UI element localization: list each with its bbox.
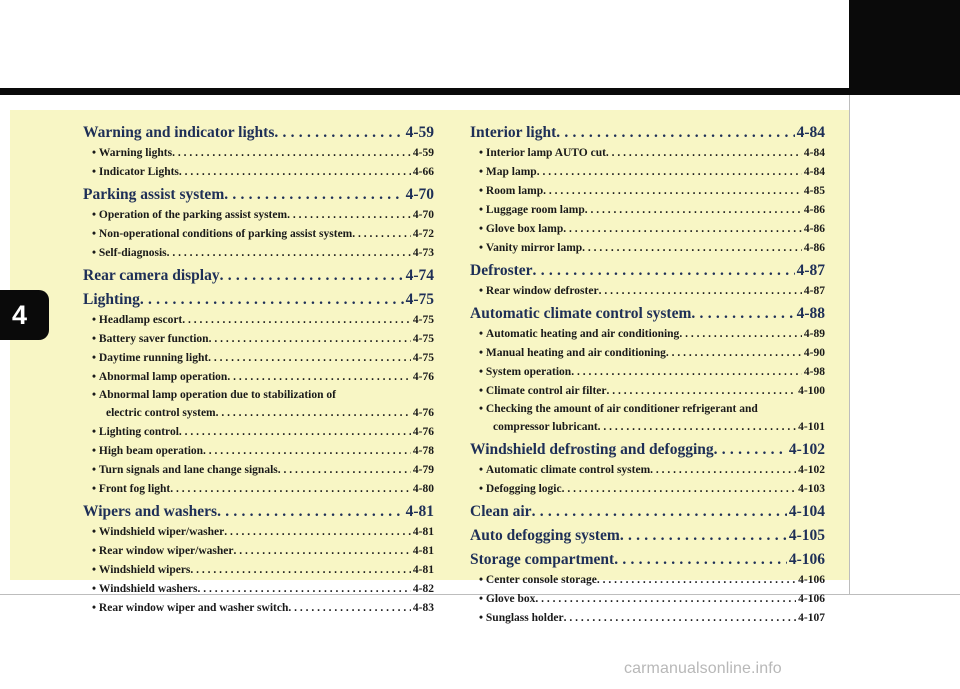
toc-entry-label: • Abnormal lamp operation [92,368,227,387]
toc-entry-label: • Lighting control [92,423,179,442]
toc-entry-page: 4-90 [803,347,825,359]
toc-left-column [83,120,434,618]
toc-entry[interactable] [470,609,825,628]
dot-leader [167,244,411,263]
toc-entry-page: 4-103 [798,483,825,495]
toc-entry-page: 4-85 [803,185,825,197]
toc-entry[interactable] [83,225,434,244]
toc-section-page: 4-70 [405,186,434,203]
toc-entry[interactable] [83,163,434,182]
toc-entry-page: 4-100 [798,385,825,397]
toc-section-heading[interactable] [83,184,434,206]
toc-entry-label: • Headlamp escort [92,311,182,330]
toc-entry-label: • Defogging logic [479,480,562,499]
toc-section-heading[interactable] [83,265,434,287]
toc-entry-label: • Vanity mirror lamp [479,239,582,258]
toc-entry-page: 4-106 [798,593,825,605]
toc-entry-label: • Abnormal lamp operation due to stabilization of [92,387,336,404]
toc-entry[interactable] [83,423,434,442]
dot-leader [179,163,411,182]
toc-entry[interactable] [470,325,825,344]
toc-section-heading[interactable] [470,303,825,325]
toc-entry-page: 4-87 [803,285,825,297]
toc-entry-page: 4-81 [412,564,434,576]
toc-entry-label: • Operation of the parking assist system [92,206,287,225]
toc-entry-label: compressor lubricant [493,421,598,433]
toc-entry[interactable] [470,144,825,163]
toc-section-heading[interactable] [470,122,825,144]
toc-entry-label: • Rear window wiper/washer [92,542,234,561]
dot-leader [288,599,411,618]
toc-section-heading[interactable] [470,260,825,282]
toc-section-page: 4-104 [788,503,825,520]
dot-leader [182,311,411,330]
toc-entry[interactable] [470,401,825,418]
dot-leader [597,571,796,590]
margin-divider [849,95,850,595]
toc-entry-page: 4-107 [798,612,825,624]
toc-entry-label: • Non-operational conditions of parking assist system [92,225,352,244]
toc-entry-label: • Sunglass holder [479,609,564,628]
toc-entry-page: 4-76 [412,371,434,383]
toc-section-heading[interactable] [470,501,825,523]
dot-leader [571,363,802,382]
toc-entry-page: 4-66 [412,166,434,178]
dot-leader [274,122,403,144]
toc-entry-label: • Checking the amount of air conditioner refrigerant and [479,401,758,418]
toc-section-title: Windshield defrosting and defogging [470,441,714,458]
toc-section-page: 4-106 [788,551,825,568]
toc-entry-label: • Front fog light [92,480,170,499]
toc-entry-page: 4-86 [803,223,825,235]
dot-leader [620,525,787,547]
toc-entry[interactable] [83,523,434,542]
dot-leader [140,289,404,311]
toc-right-column [470,120,825,628]
toc-entry[interactable] [83,206,434,225]
toc-section-heading[interactable] [83,122,434,144]
toc-entry-label: • Windshield washers [92,580,197,599]
toc-entry-page: 4-76 [412,426,434,438]
toc-entry-page: 4-106 [798,574,825,586]
toc-section-title: Wipers and washers [83,503,218,520]
toc-entry-page: 4-98 [803,366,825,378]
dot-leader [614,549,787,571]
toc-entry[interactable] [83,561,434,580]
toc-section-heading[interactable] [470,525,825,547]
dot-leader [679,325,802,344]
toc-entry-page: 4-82 [412,583,434,595]
toc-entry-label: • Climate control air filter [479,382,607,401]
toc-entry-label: • Glove box [479,590,535,609]
dot-leader [203,442,411,461]
dot-leader [179,423,411,442]
toc-entry[interactable] [83,442,434,461]
dot-leader [278,461,411,480]
toc-entry-label: • Turn signals and lane change signals [92,461,278,480]
dot-leader [209,330,411,349]
toc-entry-page: 4-81 [412,526,434,538]
toc-section-title: Interior light [470,124,557,141]
toc-entry-label: electric control system [106,407,216,419]
dot-leader [562,480,797,499]
dot-leader [227,368,411,387]
toc-section-title: Warning and indicator lights [83,124,275,141]
toc-entry[interactable] [83,542,434,561]
toc-section-title: Automatic climate control system [470,305,692,322]
dot-leader [563,220,802,239]
dot-leader [287,206,411,225]
toc-section-title: Clean air [470,503,532,520]
toc-entry-label: • Glove box lamp [479,220,563,239]
dot-leader [607,382,797,401]
toc-section-heading[interactable] [470,549,825,571]
toc-entry-page: 4-75 [412,333,434,345]
dot-leader [224,523,411,542]
toc-entry-page: 4-89 [803,328,825,340]
toc-entry-page: 4-70 [412,209,434,221]
chapter-number: 4 [11,300,28,330]
dot-leader [217,501,404,523]
toc-entry-label: • Indicator Lights [92,163,179,182]
toc-entry-page: 4-59 [412,147,434,159]
toc-entry[interactable] [83,330,434,349]
toc-section-title: Parking assist system [83,186,225,203]
toc-entry-page: 4-73 [412,247,434,259]
toc-entry-page: 4-83 [412,602,434,614]
toc-section-heading[interactable] [83,289,434,311]
toc-entry-page: 4-84 [803,166,825,178]
toc-entry[interactable] [470,461,825,480]
dot-leader [533,260,795,282]
chapter-tab[interactable] [0,290,49,340]
dot-leader [585,201,802,220]
toc-entry[interactable] [83,387,434,404]
toc-section-page: 4-75 [405,291,434,308]
toc-entry[interactable] [470,282,825,301]
toc-entry[interactable] [470,182,825,201]
toc-entry-label: • Rear window defroster [479,282,599,301]
toc-entry-page: 4-86 [803,204,825,216]
toc-entry[interactable] [83,311,434,330]
toc-entry-label: • Automatic climate control system [479,461,650,480]
chapter-corner-block [849,0,960,95]
toc-entry-label: • Rear window wiper and washer switch [92,599,288,618]
toc-entry[interactable] [470,201,825,220]
toc-entry-label: • System operation [479,363,571,382]
toc-entry[interactable] [470,344,825,363]
dot-leader [216,404,411,423]
toc-section-title: Defroster [470,262,533,279]
dot-leader [172,144,411,163]
toc-entry-page: 4-102 [798,464,825,476]
dot-leader [598,418,796,437]
dot-leader [224,184,403,206]
dot-leader [170,480,411,499]
toc-section-heading[interactable] [470,439,825,461]
toc-entry[interactable] [83,349,434,368]
toc-section-heading[interactable] [83,501,434,523]
dot-leader [208,349,411,368]
toc-entry-page: 4-76 [412,407,434,419]
dot-leader [599,282,802,301]
toc-entry[interactable] [470,382,825,401]
dot-leader [537,163,802,182]
toc-entry[interactable] [83,480,434,499]
toc-entry[interactable] [83,580,434,599]
toc-section-title: Rear camera display [83,267,220,284]
toc-entry[interactable] [83,461,434,480]
dot-leader [606,144,802,163]
toc-section-title: Storage compartment [470,551,615,568]
toc-entry-label: • Center console storage [479,571,597,590]
toc-entry-label: • Warning lights [92,144,172,163]
toc-entry[interactable] [470,239,825,258]
dot-leader [582,239,802,258]
dot-leader [220,265,404,287]
toc-section-page: 4-87 [796,262,825,279]
dot-leader [564,609,797,628]
dot-leader [535,590,796,609]
toc-entry-page: 4-72 [412,228,434,240]
toc-section-page: 4-81 [405,503,434,520]
toc-entry-label: • Battery saver function [92,330,209,349]
dot-leader [714,439,787,461]
toc-entry-page: 4-81 [412,545,434,557]
toc-entry[interactable] [470,220,825,239]
toc-entry-label: • Room lamp [479,182,543,201]
toc-entry-continuation[interactable] [470,418,825,437]
toc-entry[interactable] [83,144,434,163]
toc-entry-label: • High beam operation [92,442,203,461]
toc-entry-page: 4-86 [803,242,825,254]
toc-entry[interactable] [470,363,825,382]
toc-entry-page: 4-101 [798,421,825,433]
toc-entry[interactable] [470,480,825,499]
toc-entry[interactable] [83,599,434,618]
toc-entry-label: • Luggage room lamp [479,201,585,220]
toc-section-page: 4-59 [405,124,434,141]
toc-section-title: Lighting [83,291,140,308]
toc-entry-page: 4-75 [412,314,434,326]
dot-leader [190,561,411,580]
toc-entry-page: 4-80 [412,483,434,495]
toc-entry-label: • Map lamp [479,163,537,182]
toc-entry[interactable] [83,244,434,263]
dot-leader [532,501,787,523]
dot-leader [691,303,794,325]
toc-section-title: Auto defogging system [470,527,620,544]
dot-leader [650,461,796,480]
toc-entry-page: 4-84 [803,147,825,159]
dot-leader [543,182,802,201]
toc-section-page: 4-102 [788,441,825,458]
toc-entry[interactable] [470,163,825,182]
toc-section-page: 4-84 [796,124,825,141]
toc-entry-label: • Daytime running light [92,349,208,368]
toc-entry-label: • Self-diagnosis [92,244,167,263]
toc-entry-label: • Automatic heating and air conditioning [479,325,679,344]
dot-leader [556,122,794,144]
header-rule [0,88,960,95]
toc-entry-page: 4-79 [412,464,434,476]
toc-entry[interactable] [470,590,825,609]
toc-entry-page: 4-75 [412,352,434,364]
toc-entry-page: 4-78 [412,445,434,457]
dot-leader [234,542,411,561]
toc-entry-continuation[interactable] [83,404,434,423]
toc-entry[interactable] [83,368,434,387]
toc-section-page: 4-74 [405,267,434,284]
dot-leader [666,344,802,363]
watermark: carmanualsonline.info [624,660,782,677]
dot-leader [352,225,411,244]
toc-entry-label: • Manual heating and air conditioning [479,344,666,363]
toc-entry-label: • Windshield wipers [92,561,190,580]
toc-entry-label: • Windshield wiper/washer [92,523,224,542]
toc-section-page: 4-105 [788,527,825,544]
toc-section-page: 4-88 [796,305,825,322]
dot-leader [197,580,410,599]
toc-entry[interactable] [470,571,825,590]
toc-entry-label: • Interior lamp AUTO cut [479,144,606,163]
